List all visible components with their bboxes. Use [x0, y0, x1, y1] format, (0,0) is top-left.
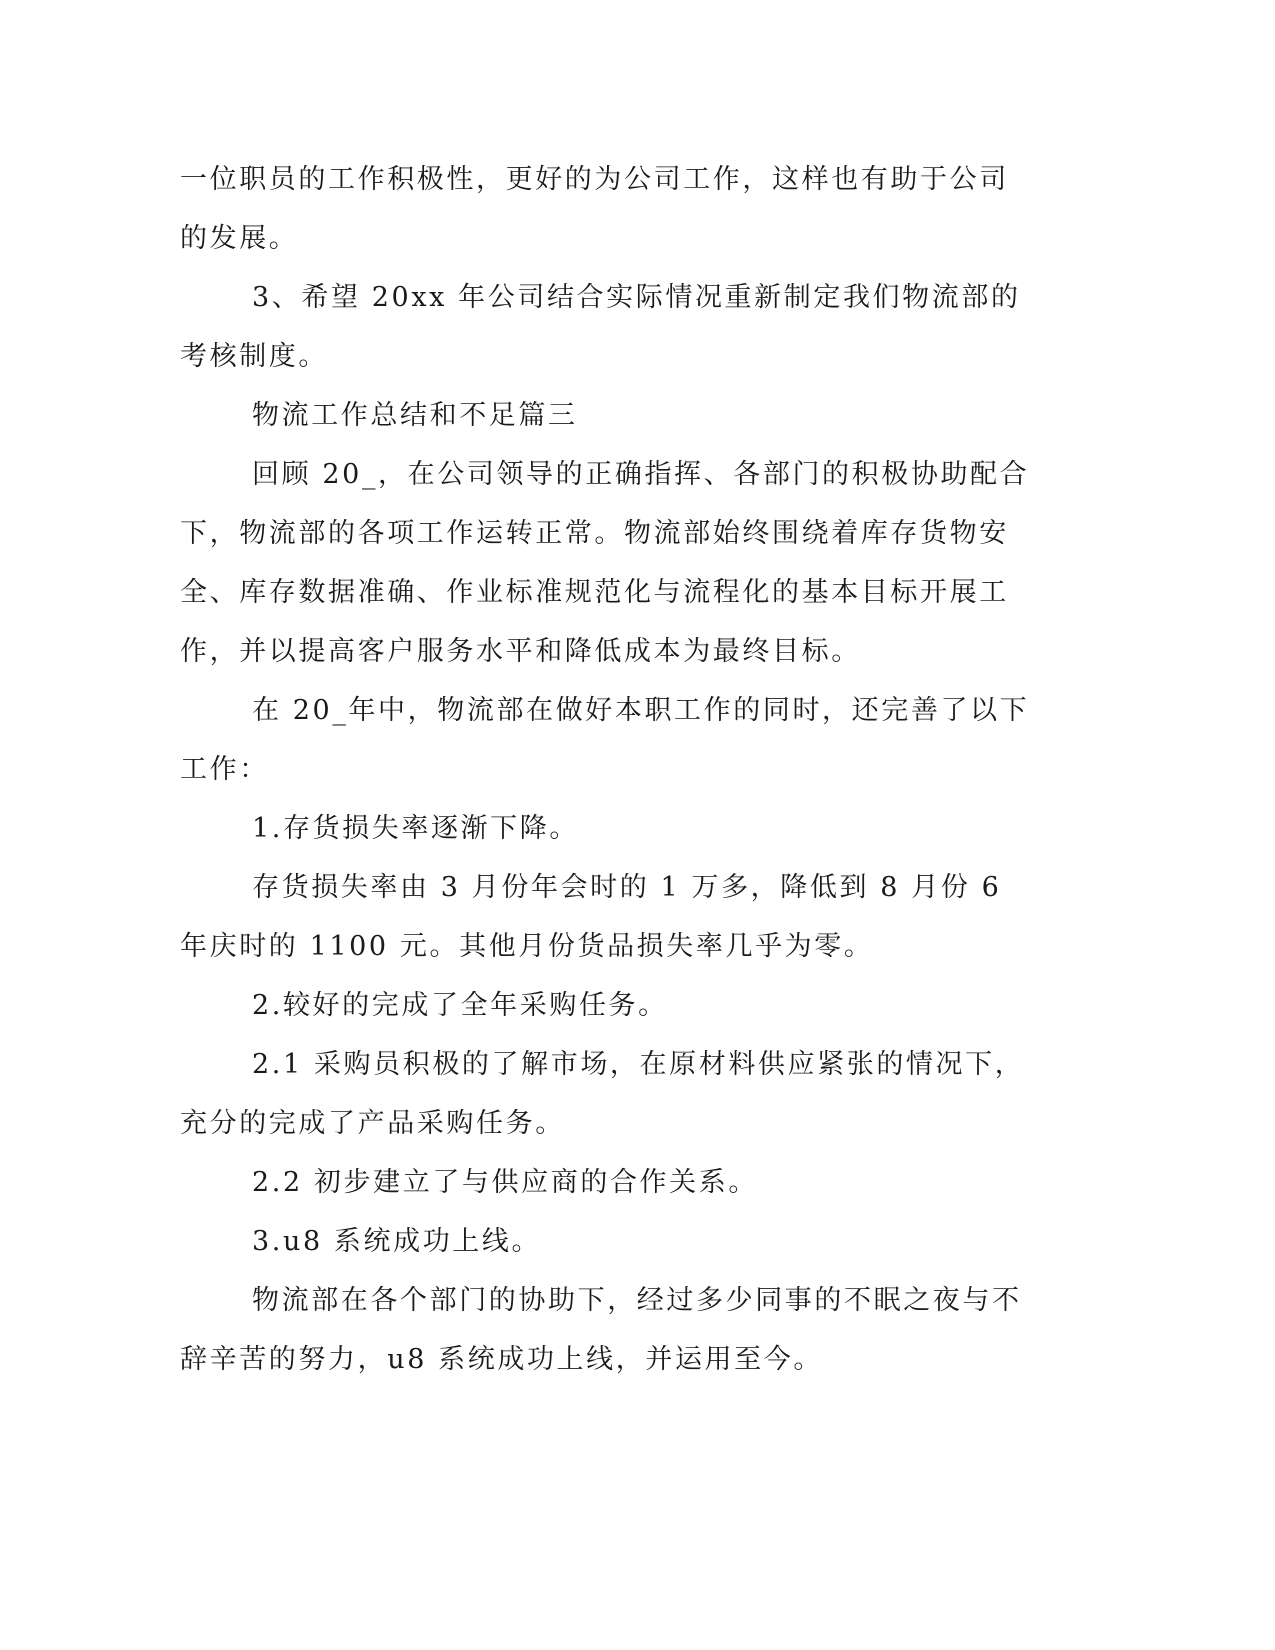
paragraph-improvements-intro: 在 20_年中，物流部在做好本职工作的同时，还完善了以下工作： — [180, 695, 1030, 785]
list-item-heading: 3.u8 系统成功上线。 — [252, 1226, 542, 1257]
list-subitem: 2.2 初步建立了与供应商的合作关系。 — [252, 1167, 758, 1198]
paragraph-u8-launch: 物流部在各个部门的协助下，经过多少同事的不眠之夜与不辞辛苦的努力，u8 系统成功上线，并运用至今。 — [180, 1285, 1022, 1375]
list-item-heading: 2.较好的完成了全年采购任务。 — [252, 990, 668, 1021]
paragraph-hope-assessment: 3、希望 20xx 年公司结合实际情况重新制定我们物流部的考核制度。 — [180, 282, 1021, 372]
list-item-heading: 1.存货损失率逐渐下降。 — [252, 813, 579, 844]
paragraph-continued: 一位职员的工作积极性，更好的为公司工作，这样也有助于公司的发展。 — [180, 164, 1009, 254]
section-title: 物流工作总结和不足篇三 — [252, 400, 578, 431]
paragraph-loss-rate: 存货损失率由 3 月份年会时的 1 万多，降低到 8 月份 6 年庆时的 1100 元。其他月份货品损失率几乎为零。 — [180, 872, 1002, 962]
list-subitem: 2.1 采购员积极的了解市场，在原材料供应紧张的情况下，充分的完成了产品采购任务。 — [180, 1049, 1025, 1139]
paragraph-review: 回顾 20_，在公司领导的正确指挥、各部门的积极协助配合下，物流部的各项工作运转正常。物流部始终围绕着库存货物安全、库存数据准确、作业标准规范化与流程化的基本目标开展工作，并以提高客户服务水平和降低成本为最终目标。 — [180, 459, 1030, 667]
document-body — [180, 150, 1030, 1389]
